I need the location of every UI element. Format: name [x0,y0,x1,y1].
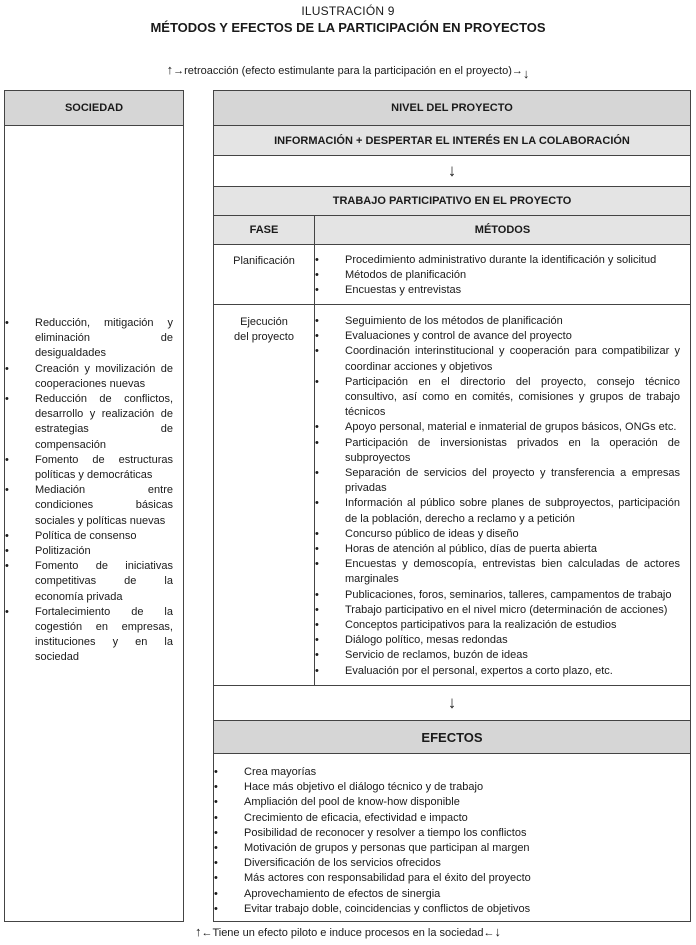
planificacion-list [315,253,690,299]
list-item: • Reducción de conflictos, desarrollo y realización de estrategias de compensación [5,392,183,453]
list-item: • Servicio de reclamos, buzón de ideas [315,648,690,663]
fase-planificacion-cell [213,244,315,305]
col-fase-header [213,215,315,245]
fase-ejecucion-line1: Ejecución [240,316,288,328]
arrow-up-icon: ↑ [194,924,202,939]
efectos-list [214,765,690,917]
fase-ejecucion-line2: del proyecto [234,331,294,343]
list-item: • Separación de servicios del proyecto y transferencia a empresas privadas [315,466,690,496]
arrow-row-1 [213,155,691,187]
arrow-up-icon: ↑ [166,62,174,77]
metodos-planificacion-cell [314,244,691,305]
metodos-ejecucion-cell [314,304,691,686]
trabajo-header [213,186,691,216]
list-item: • Posibilidad de reconocer y resolver a tiempo los conflictos [214,826,690,841]
list-item: • Aprovechamiento de efectos de sinergia [214,887,690,902]
col-fase-label: FASE [249,224,279,236]
list-item: • Creación y movilización de cooperaciones nuevas [5,362,183,392]
list-item: • Hace más objetivo el diálogo técnico y de trabajo [214,780,690,795]
list-item: • Fomento de iniciativas competitivas de la economía privada [5,559,183,605]
list-item: • Más actores con responsabilidad para el éxito del proyecto [214,871,690,886]
feedback-bottom [0,924,696,939]
list-item: • Reducción, mitigación y eliminación de desigualdades [5,316,183,362]
list-item: • Participación en el directorio del proyecto, consejo técnico consultivo, así como en comités, comisiones y grupos de trabajo técnicos [315,375,690,421]
page-title: MÉTODOS Y EFECTOS DE LA PARTICIPACIÓN EN PROYECTOS [150,20,546,35]
arrow-row-2 [213,685,691,721]
list-item: • Ampliación del pool de know-how disponible [214,795,690,810]
list-item: • Evaluación por el personal, expertos a corto plazo, etc. [315,664,690,679]
list-item: • Participación de inversionistas privados en la operación de subproyectos [315,436,690,466]
list-item: • Crecimiento de eficacia, efectividad e impacto [214,811,690,826]
list-item: • Politización [5,544,183,559]
list-item: • Publicaciones, foros, seminarios, talleres, campamentos de trabajo [315,588,690,603]
fase-planificacion: Planificación [233,255,295,267]
info-header [213,125,691,156]
list-item: • Horas de atención al público, días de puerta abierta [315,542,690,557]
sociedad-list [5,316,183,666]
feedback-top [0,62,696,81]
list-item: • Procedimiento administrativo durante la identificación y solicitud [315,253,690,268]
list-item: • Conceptos participativos para la realización de estudios [315,618,690,633]
list-item: • Información al público sobre planes de subproyectos, participación de la población, derecho a reclamo y a petición [315,496,690,526]
arrow-down-icon: ↓ [522,66,530,81]
list-item: • Evaluaciones y control de avance del proyecto [315,329,690,344]
proyecto-header-label: NIVEL DEL PROYECTO [391,102,513,114]
arrow-down-icon: ↓ [447,693,457,712]
list-item: • Diálogo político, mesas redondas [315,633,690,648]
list-item: • Seguimiento de los métodos de planificación [315,314,690,329]
feedback-bottom-text: ←Tiene un efecto piloto e induce procesos en la sociedad← [201,927,495,939]
efectos-header-label: EFECTOS [421,729,483,745]
feedback-top-text: →retroacción (efecto estimulante para la participación en el proyecto)→ [173,65,523,77]
sociedad-header [4,90,184,126]
list-item: • Crea mayorías [214,765,690,780]
efectos-header [213,720,691,754]
col-metodos-header [314,215,691,245]
list-item: • Diversificación de los servicios ofrecidos [214,856,690,871]
col-metodos-label: MÉTODOS [474,224,531,236]
list-item: • Fomento de estructuras políticas y democráticas [5,453,183,483]
list-item: • Evitar trabajo doble, coincidencias y conflictos de objetivos [214,902,690,917]
efectos-panel [213,753,691,922]
proyecto-header [213,90,691,126]
arrow-down-icon: ↓ [494,924,502,939]
sociedad-panel [4,125,184,922]
list-item: • Mediación entre condiciones básicas sociales y políticas nuevas [5,483,183,529]
list-item: • Métodos de planificación [315,268,690,283]
arrow-down-icon: ↓ [447,161,457,180]
fase-ejecucion-cell [213,304,315,686]
list-item: • Encuestas y demoscopía, entrevistas bien calculadas de actores marginales [315,557,690,587]
list-item: • Motivación de grupos y personas que participan al margen [214,841,690,856]
trabajo-header-label: TRABAJO PARTICIPATIVO EN EL PROYECTO [332,195,572,207]
list-item: • Concurso público de ideas y diseño [315,527,690,542]
illustration-number: ILUSTRACIÓN 9 [301,4,395,18]
list-item: • Trabajo participativo en el nivel micro (determinación de acciones) [315,603,690,618]
sociedad-header-label: SOCIEDAD [64,102,124,114]
info-header-label: INFORMACIÓN + DESPERTAR EL INTERÉS EN LA COLABORACIÓN [274,134,630,147]
list-item: • Fortalecimiento de la cogestión en empresas, instituciones y en la sociedad [5,605,183,666]
list-item: • Coordinación interinstitucional y cooperación para compatibilizar y coordinar acciones y objetivos [315,344,690,374]
list-item: • Apoyo personal, material e inmaterial de grupos básicos, ONGs etc. [315,420,690,435]
list-item: • Encuestas y entrevistas [315,283,690,298]
ejecucion-list [315,314,690,679]
list-item: • Política de consenso [5,529,183,544]
fase-ejecucion [214,315,314,345]
